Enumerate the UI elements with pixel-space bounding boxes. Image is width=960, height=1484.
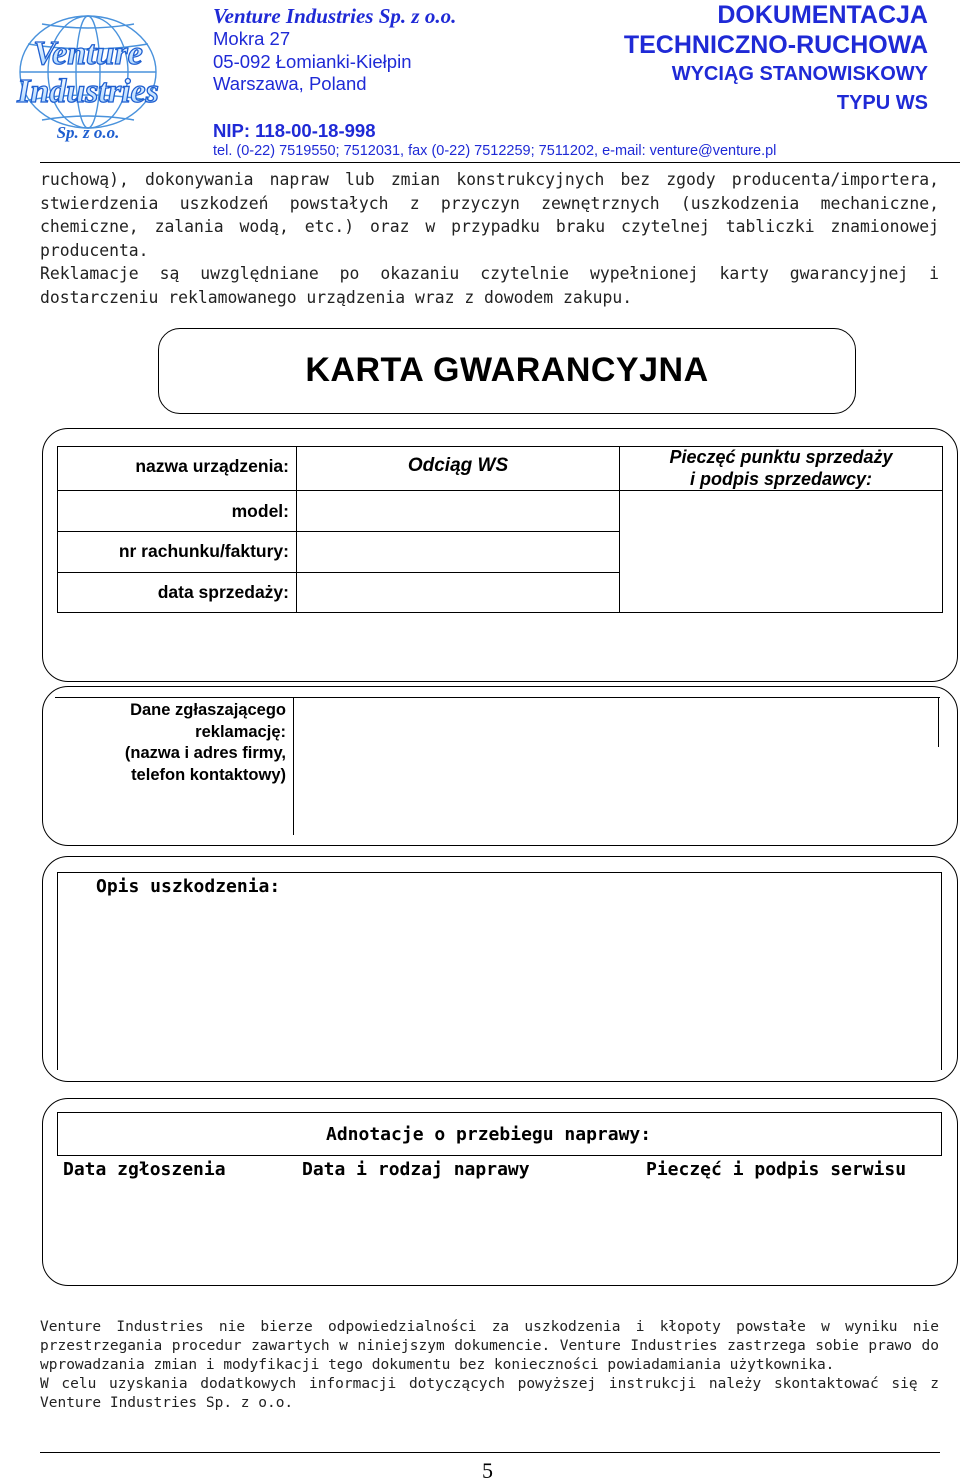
repair-input-area[interactable]	[60, 1188, 938, 1274]
doc-title-3: WYCIĄG STANOWISKOWY	[671, 63, 928, 85]
doc-title-2: TECHNICZNO-RUCHOWA	[623, 31, 928, 59]
stamp-label-line-2: i podpis sprzedawcy:	[689, 469, 873, 489]
repair-col-type: Data i rodzaj naprawy	[302, 1159, 530, 1180]
reporter-label-line-3: (nazwa i adres firmy,	[124, 744, 286, 762]
document-title-block	[624, 0, 928, 117]
company-address-block	[213, 4, 593, 96]
reporter-right-edge	[938, 697, 939, 747]
reporter-label-line-2: reklamację:	[195, 722, 286, 741]
damage-input-area[interactable]	[60, 905, 938, 1065]
logo-text-venture: Venture	[33, 35, 143, 72]
intro-paragraph-2: Reklamacje są uwzględniane po okazaniu czytelnie wypełnionej karty gwarancyjnej i dostarczeniu reklamowanego urządzenia wraz z dowodem zakupu.	[40, 264, 939, 307]
model-label: model:	[231, 501, 289, 521]
device-value: Odciąg WS	[407, 455, 509, 476]
company-name: Venture Industries Sp. z o.o.	[213, 4, 457, 28]
model-value-cell[interactable]	[296, 490, 620, 532]
company-logo	[2, 10, 174, 142]
invoice-value-cell[interactable]	[296, 531, 620, 573]
repair-col-date: Data zgłoszenia	[63, 1159, 226, 1180]
damage-right-line	[941, 872, 942, 1070]
footer-divider	[40, 1452, 940, 1453]
address-line-1: Mokra 27	[213, 28, 291, 49]
logo-text-sub: Sp. z o.o.	[56, 123, 120, 142]
damage-left-line	[57, 872, 58, 1070]
sale-date-label: data sprzedaży:	[157, 582, 289, 602]
damage-top-line	[57, 872, 942, 873]
repair-header-line	[57, 1155, 942, 1156]
nip-number: NIP: 118-00-18-998	[213, 120, 376, 141]
repair-left-edge	[57, 1112, 58, 1156]
footer-disclaimer	[40, 1318, 939, 1413]
contact-line: tel. (0-22) 7519550; 7512031, fax (0-22) 7512259; 7511202, e-mail: venture@venture.pl	[213, 143, 777, 159]
repair-heading: Adnotacje o przebiegu naprawy:	[326, 1124, 652, 1145]
footer-paragraph-2: W celu uzyskania dodatkowych informacji dotyczących powyższej instrukcji należy skontaktować się z Venture Industries Sp. z o.o.	[40, 1376, 939, 1411]
address-line-2: 05-092 Łomianki-Kiełpin	[213, 50, 412, 72]
footer-paragraph-1: Venture Industries nie bierze odpowiedzialności za uszkodzenia i kłopoty powstałe w wyniku nie przestrzegania procedur zawartych w niniejszym dokumencie. Venture Industries zastrzega sobie prawo do wprowadzania zmian i modyfikacji tego dokumentu bez konieczności powiadamiania użytkownika.	[40, 1319, 939, 1373]
repair-right-edge	[941, 1112, 942, 1156]
invoice-label: nr rachunku/faktury:	[118, 541, 289, 561]
logo-text-industries: Industries	[17, 73, 159, 110]
reporter-input-area[interactable]	[293, 698, 937, 834]
doc-title-4: TYPU WS	[836, 92, 928, 114]
stamp-area-cell[interactable]	[619, 490, 943, 613]
doc-title-1: DOKUMENTACJA	[717, 1, 928, 29]
stamp-label	[619, 446, 943, 490]
repair-col-stamp: Pieczęć i podpis serwisu	[646, 1159, 907, 1180]
address-line-3: Warszawa, Poland	[213, 73, 367, 94]
header-divider	[40, 162, 960, 163]
damage-label: Opis uszkodzenia:	[96, 876, 281, 897]
stamp-label-line-1: Pieczęć punktu sprzedaży	[669, 447, 893, 467]
intro-paragraph-1: ruchową), dokonywania napraw lub zmian konstrukcyjnych bez zgody producenta/importera, stwierdzenia uszkodzeń powstałych z przyczyn zewnętrznych (uszkodzenia mechaniczne, chemiczne, zalania wodą, etc.) oraz w przypadku braku czytelnej tabliczki znamionowej producenta.	[40, 170, 939, 260]
reporter-label-line-1: Dane zgłaszającego	[130, 701, 286, 719]
intro-text	[40, 168, 939, 309]
page-number: 5	[482, 1458, 493, 1483]
sale-date-value-cell[interactable]	[296, 572, 620, 613]
reporter-label	[60, 700, 286, 786]
device-label: nazwa urządzenia:	[135, 456, 289, 476]
venture-industries-logo-icon	[2, 10, 174, 142]
reporter-label-line-4: telefon kontaktowy)	[131, 765, 286, 784]
repair-top-line	[57, 1112, 942, 1113]
karta-title: KARTA GWARANCYJNA	[305, 351, 709, 389]
